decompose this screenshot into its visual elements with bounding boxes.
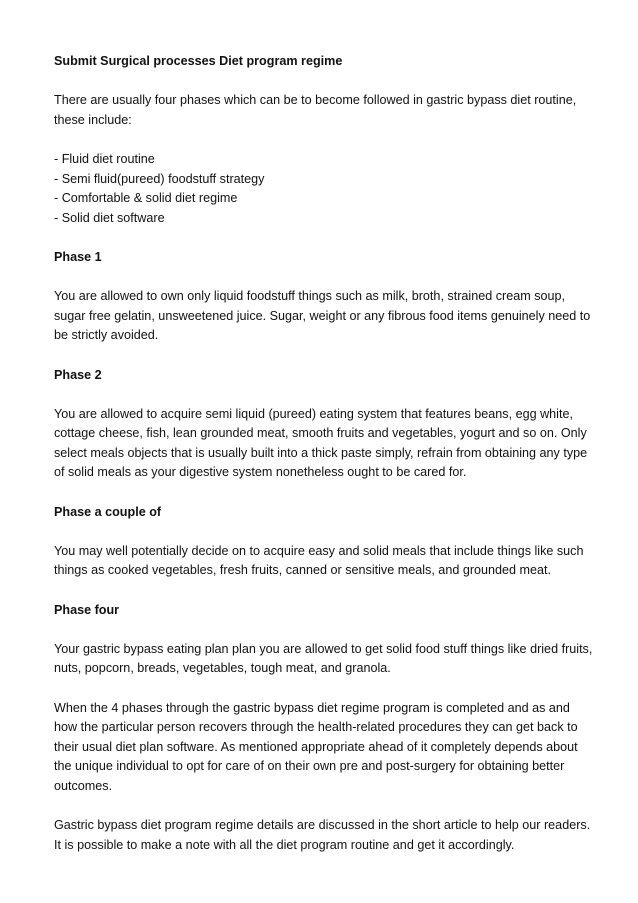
spacer [54, 268, 594, 288]
document-page [54, 52, 594, 855]
spacer [54, 581, 594, 601]
phase-2-heading: Phase 2 [54, 367, 102, 382]
phase-list [54, 150, 594, 228]
phase-4-heading: Phase four [54, 602, 120, 617]
phase-list-item: - Semi fluid(pureed) foodstuff strategy [54, 171, 265, 186]
conclusion-paragraph-1: When the 4 phases through the gastric bypass diet regime program is completed and as and how the particular person recovers through the health-related procedures they can get back to their usual diet plan software. As mentioned appropriate ahead of it completely depends about the unique individual to opt for care of on their own pre and post-surgery for obtaining better outcomes. [54, 700, 578, 793]
phase-2-text: You are allowed to acquire semi liquid (pureed) eating system that features beans, egg white, cottage cheese, fish, lean grounded meat, smooth fruits and vegetables, yogurt and so on. Only select meals objects that is usually built into a thick paste simply, refrain from obtaining any type of solid meals as your digestive system nonetheless ought to be cared for. [54, 406, 588, 480]
phase-3-text: You may well potentially decide on to acquire easy and solid meals that include things like such things as cooked vegetables, fresh fruits, canned or sensitive meals, and grounded meat. [54, 543, 584, 578]
phase-list-item: - Comfortable & solid diet regime [54, 191, 238, 206]
phase-4-text: Your gastric bypass eating plan plan you are allowed to get solid food stuff things like dried fruits, nuts, popcorn, breads, vegetables, tough meat, and granola. [54, 641, 593, 676]
spacer [54, 385, 594, 405]
spacer [54, 679, 594, 699]
spacer [54, 72, 594, 92]
phase-1-heading: Phase 1 [54, 249, 102, 264]
intro-paragraph: There are usually four phases which can be to become followed in gastric bypass diet routine, these include: [54, 93, 577, 127]
spacer [54, 346, 594, 366]
spacer [54, 483, 594, 503]
conclusion-paragraph-2: Gastric bypass diet program regime details are discussed in the short article to help our readers. It is possible to make a note with all the diet program routine and get it accordingly. [54, 818, 591, 852]
spacer [54, 620, 594, 640]
phase-3-heading: Phase a couple of [54, 504, 162, 519]
phase-list-item: - Fluid diet routine [54, 151, 155, 166]
phase-list-item: - Solid diet software [54, 210, 165, 225]
phase-1-text: You are allowed to own only liquid foodstuff things such as milk, broth, strained cream soup, sugar free gelatin, unsweetened juice. Sugar, weight or any fibrous food items genuinely need to be strictly avoided. [54, 289, 591, 343]
spacer [54, 522, 594, 542]
spacer [54, 228, 594, 248]
document-title: Submit Surgical processes Diet program regime [54, 54, 343, 68]
spacer [54, 130, 594, 150]
spacer [54, 797, 594, 817]
